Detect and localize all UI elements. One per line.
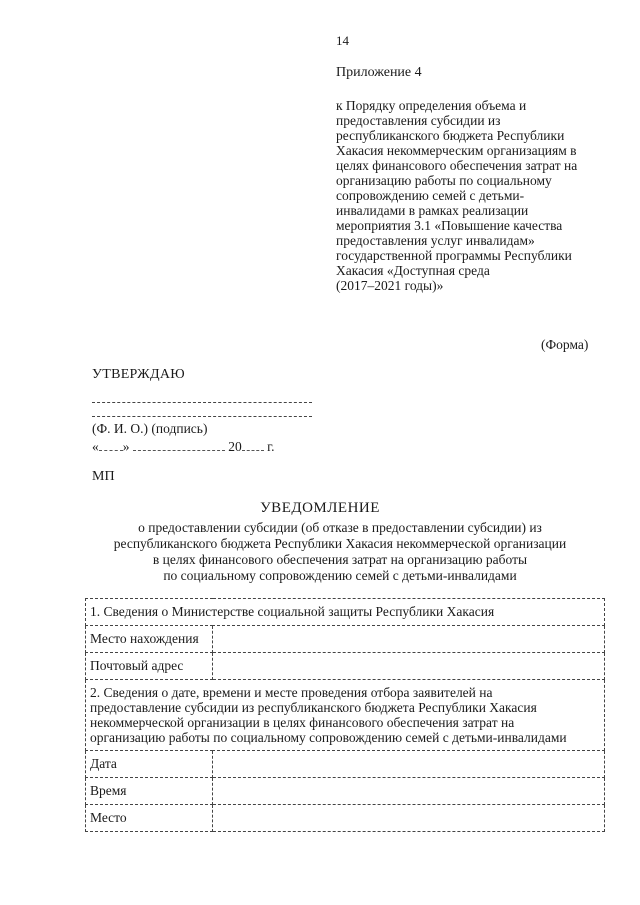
appendix-line: Хакасия «Доступная среда	[336, 263, 490, 278]
appendix-line: мероприятия 3.1 «Повышение качества	[336, 218, 563, 233]
approval-date	[92, 438, 275, 455]
day-field[interactable]	[99, 438, 123, 451]
appendix-line: сопровождению семей с детьми-	[336, 188, 525, 203]
date-label: Дата	[86, 751, 213, 778]
appendix-line: к Порядку определения объема и	[336, 98, 527, 113]
notice-subtitle-line: в целях финансового обеспечения затрат на организацию работы	[152, 552, 528, 567]
year-field[interactable]	[242, 438, 264, 451]
approver-signature-line[interactable]	[92, 416, 312, 417]
postal-address-value-cell[interactable]	[213, 653, 605, 680]
time-value-cell[interactable]	[213, 778, 605, 805]
appendix-description	[336, 98, 601, 293]
approval-heading: УТВЕРЖДАЮ	[92, 367, 185, 382]
appendix-line: республиканского бюджета Республики	[336, 128, 565, 143]
location-label: Место нахождения	[86, 626, 213, 653]
appendix-line: целях финансового обеспечения затрат на	[336, 158, 578, 173]
table-row	[86, 626, 605, 653]
notice-title: УВЕДОМЛЕНИЕ	[260, 500, 380, 516]
location-value-cell[interactable]	[213, 626, 605, 653]
year-suffix: г.	[267, 439, 275, 454]
date-value-cell[interactable]	[213, 751, 605, 778]
section2-line: 2. Сведения о дате, времени и месте проведения отбора заявителей на	[90, 685, 493, 700]
appendix-line: организацию работы по социальному	[336, 173, 552, 188]
time-label: Время	[86, 778, 213, 805]
stamp-label: МП	[92, 469, 115, 484]
year-prefix: 20	[228, 439, 242, 454]
section2-heading	[86, 680, 605, 751]
date-close-quote: »	[122, 439, 130, 454]
table-row	[86, 751, 605, 778]
table-row	[86, 805, 605, 832]
table-row	[86, 680, 605, 751]
notice-subtitle-line: республиканского бюджета Республики Хакасия некоммерческой организации	[113, 536, 567, 551]
section2-line: предоставление субсидии из республиканского бюджета Республики Хакасия	[90, 700, 537, 715]
page-number: 14	[336, 33, 349, 48]
month-field[interactable]	[133, 438, 225, 451]
form-label: (Форма)	[541, 337, 589, 352]
appendix-line: предоставления субсидии из	[336, 113, 501, 128]
table-row	[86, 778, 605, 805]
place-value-cell[interactable]	[213, 805, 605, 832]
appendix-line: государственной программы Республики	[336, 248, 572, 263]
section1-heading: 1. Сведения о Министерстве социальной защиты Республики Хакасия	[86, 599, 605, 626]
date-open-quote: «	[92, 439, 99, 454]
appendix-title: Приложение 4	[336, 65, 422, 80]
table-row	[86, 653, 605, 680]
postal-address-label: Почтовый адрес	[86, 653, 213, 680]
notice-table	[85, 598, 605, 832]
appendix-line: Хакасия некоммерческим организациям в	[336, 143, 577, 158]
place-label: Место	[86, 805, 213, 832]
section2-line: некоммерческой организации в целях финансового обеспечения затрат на	[90, 715, 515, 730]
approver-name-line[interactable]	[92, 402, 312, 403]
notice-subtitle-line: по социальному сопровождению семей с детьми-инвалидами	[163, 568, 517, 583]
appendix-line: (2017–2021 годы)»	[336, 278, 444, 293]
appendix-line: инвалидами в рамках реализации	[336, 203, 529, 218]
table-row	[86, 599, 605, 626]
signature-caption: (Ф. И. О.) (подпись)	[92, 421, 208, 436]
notice-subtitle-line: о предоставлении субсидии (об отказе в предоставлении субсидии) из	[138, 520, 542, 535]
section2-line: организацию работы по социальному сопровождению семей с детьми-инвалидами	[90, 730, 567, 745]
appendix-line: предоставления услуг инвалидам»	[336, 233, 535, 248]
notice-subtitle	[60, 520, 620, 584]
